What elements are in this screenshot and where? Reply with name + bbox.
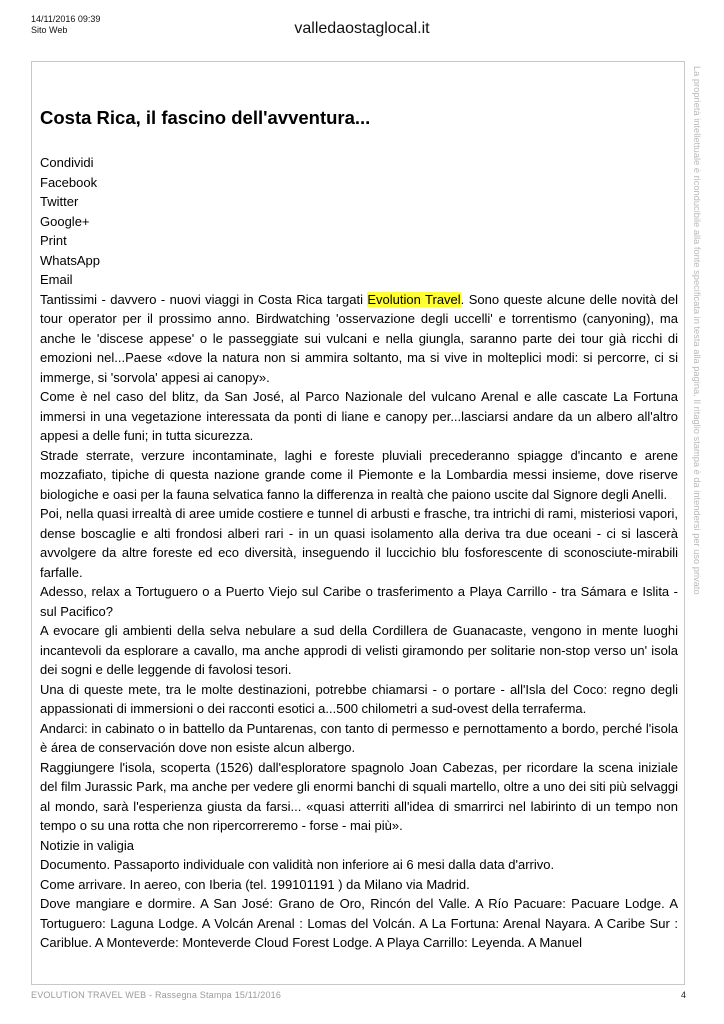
source-site-name: valledaostaglocal.it (294, 20, 430, 37)
article-paragraph: Raggiungere l'isola, scoperta (1526) dall'esploratore spagnolo Joan Cabezas, per ricordare la scena iniziale del film Jurassic Park, ma anche per vedere gli enormi banchi di squali martello, oltre a uno dei siti più selvaggi al mondo, sarà l'esperienza giusta da farsi... «quasi atterriti all'idea di smarrirci nel labirinto di un tempo non tempo o su una rotta che non ripercorreremo - forse - mai più». (40, 759, 678, 833)
article-paragraph: Adesso, relax a Tortuguero o a Puerto Viejo sul Caribe o trasferimento a Playa Carrillo - tra Sámara e Islita - sul Pacifico? (40, 584, 678, 619)
share-links (40, 153, 678, 290)
article-paragraph: A evocare gli ambienti della selva nebulare a sud della Cordillera de Guanacaste, vengono in mente luoghi incantevoli da esplorare a cavallo, ma anche approdi di velisti giramondo per solitarie non-stop verso un' isola dei sogni e delle leggende di favolosi tesori. (40, 623, 678, 677)
article-intro (40, 290, 678, 388)
share-link-whatsapp[interactable]: WhatsApp (40, 252, 100, 268)
clipping-datetime: 14/11/2016 09:39 (31, 14, 101, 24)
highlighted-brand: Evolution Travel (367, 291, 461, 307)
article-paragraph: Come è nel caso del blitz, da San José, al Parco Nazionale del vulcano Arenal e alle cascate La Fortuna immersi in una vegetazione interessata da ponti di liane e canopy per...lasciarsi andare da un albero all'altro appesi a delle funi; in tutta sicurezza. (40, 389, 678, 443)
share-link-email[interactable]: Email (40, 272, 73, 287)
info-come-arrivare: Come arrivare. In aereo, con Iberia (tel. 199101191 ) da Milano via Madrid. (40, 876, 470, 892)
article-paragraph: Poi, nella quasi irrealtà di aree umide costiere e tunnel di arbusti e frasche, tra intrichi di rami, misteriosi vapori, dense boscaglie e alti frondosi alberi rari - in un quasi isolamento alla deriva tra due oceani - ci si lascerà avvolgere da altre foreste ed eco diversità, inseguendo il luccichio blu fosforescente di sconosciute-mirabili farfalle. (40, 506, 678, 580)
share-link-print[interactable]: Print (40, 233, 67, 248)
article-content (40, 105, 678, 953)
clipping-source-type: Sito Web (31, 25, 68, 35)
copyright-watermark: La proprietà intellettuale è riconducibile alla fonte specificata in testa alla pagina. Il ritaglio stampa è da intendersi per uso privato (692, 66, 702, 595)
footer-text: EVOLUTION TRAVEL WEB - Rassegna Stampa 15/11/2016 (31, 990, 282, 1000)
article-paragraph: Una di queste mete, tra le molte destinazioni, potrebbe chiamarsi - o portare - all'Isla del Coco: regno degli appassionati di immersioni o dei racconti esotici a...500 chilometri a sud-ovest della terraferma. (40, 681, 678, 716)
info-documento: Documento. Passaporto individuale con validità non inferiore ai 6 mesi dalla data d'arrivo. (40, 857, 555, 872)
share-link-twitter[interactable]: Twitter (40, 194, 79, 209)
share-link-condividi[interactable]: Condividi (40, 155, 94, 170)
article-title: Costa Rica, il fascino dell'avventura... (40, 107, 371, 128)
intro-text-start: Tantissimi - davvero - nuovi viaggi in Costa Rica targati (40, 291, 368, 307)
intro-text-end: . Sono queste alcune delle novità del tour operator per il prossimo anno. Birdwatching 'osservazione degli uccelli' e torrentismo (canyoning), ma anche le 'discese appese' o le passeggiate sui vulcani e nella giungla, saranno parte dei tour già ricchi di emozioni nel...Paese «dove la natura non si ammira soltanto, ma si vive in molteplici modi: si percorre, ci si immerge, si 'sorvola' appesi ai canopy». (40, 291, 678, 385)
page-number: 4 (680, 990, 686, 1000)
section-heading-notizie: Notizie in valigia (40, 837, 134, 853)
share-link-facebook[interactable]: Facebook (40, 174, 98, 190)
article-paragraph: Strade sterrate, verzure incontaminate, laghi e foreste pluviali precederanno spiagge d'incanto e arene mozzafiato, tipiche di questa nazione grande come il Piemonte e la Lombardia messi insieme, dove riserve biologiche e oasi per la fauna selvatica fanno la differenza in realtà che paiono uscite dal Signore degli Anelli. (40, 447, 678, 502)
article-paragraph: Andarci: in cabinato o in battello da Puntarenas, con tanto di permesso e pernottamento a bordo, perché l'isola è área de conservación dove non esiste alcun albergo. (40, 720, 678, 755)
info-dove-mangiare: Dove mangiare e dormire. A San José: Grano de Oro, Rincón del Valle. A Río Pacuare: Pacuare Lodge. A Tortuguero: Laguna Lodge. A Volcán Arenal : Lomas del Volcán. A La Fortuna: Arenal Nayara. A Caribe Sur : Cariblue. A Monteverde: Monteverde Cloud Forest Lodge. A Playa Carrillo: Leyenda. A Manuel (40, 896, 678, 950)
share-link-googleplus[interactable]: Google+ (40, 213, 90, 229)
